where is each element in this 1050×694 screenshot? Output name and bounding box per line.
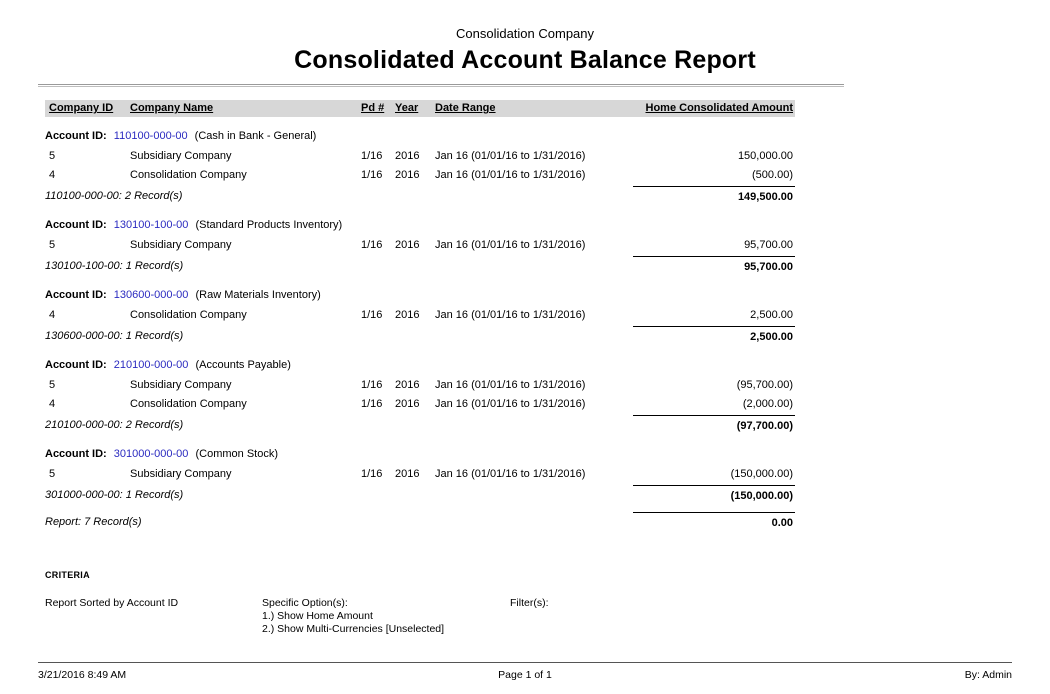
report-footer (38, 662, 1012, 681)
account-description: (Cash in Bank - General) (194, 130, 317, 142)
cell-pd: 1/16 (361, 239, 383, 251)
cell-company-name: Consolidation Company (130, 398, 247, 410)
cell-amount: 95,700.00 (744, 239, 793, 251)
report-company-name: Consolidation Company (455, 26, 595, 41)
cell-company-id: 5 (49, 379, 56, 391)
col-amount: Home Consolidated Amount (645, 102, 793, 114)
cell-amount: (150,000.00) (730, 468, 793, 480)
group-total: 149,500.00 (633, 186, 795, 206)
account-group (45, 130, 795, 206)
account-id-link[interactable]: 130100-100-00 (113, 219, 189, 231)
account-description: (Accounts Payable) (195, 359, 291, 371)
footer-page-number: Page 1 of 1 (498, 669, 552, 681)
account-group (45, 289, 795, 346)
group-summary-row (45, 485, 795, 505)
criteria-heading: CRITERIA (45, 570, 90, 580)
cell-year: 2016 (395, 150, 420, 162)
account-id-link[interactable]: 110100-000-00 (113, 130, 188, 142)
cell-company-id: 4 (49, 398, 56, 410)
group-record-count: 130600-000-00: 1 Record(s) (45, 330, 184, 342)
account-header (45, 130, 795, 142)
report-summary-row (45, 512, 795, 532)
cell-company-id: 5 (49, 468, 56, 480)
account-group (45, 448, 795, 505)
account-id-link[interactable]: 301000-000-00 (113, 448, 189, 460)
criteria-options-label: Specific Option(s): (262, 597, 348, 609)
account-header (45, 448, 795, 460)
cell-date-range: Jan 16 (01/01/16 to 1/31/2016) (435, 309, 586, 321)
cell-company-id: 5 (49, 150, 56, 162)
criteria-option-2: 2.) Show Multi-Currencies [Unselected] (262, 623, 445, 635)
report-title: Consolidated Account Balance Report (294, 46, 756, 74)
cell-year: 2016 (395, 239, 420, 251)
account-header (45, 289, 795, 301)
criteria-filters-label: Filter(s): (510, 597, 549, 609)
table-row (45, 236, 795, 255)
group-summary-row (45, 415, 795, 435)
group-record-count: 210100-000-00: 2 Record(s) (45, 419, 184, 431)
criteria-body (45, 597, 1050, 636)
table-row (45, 166, 795, 185)
cell-company-id: 5 (49, 239, 56, 251)
table-row (45, 306, 795, 325)
cell-amount: 2,500.00 (750, 309, 793, 321)
group-total: (97,700.00) (633, 415, 795, 435)
cell-amount: 150,000.00 (737, 150, 793, 162)
account-id-link[interactable]: 210100-000-00 (113, 359, 189, 371)
account-id-label: Account ID: (45, 359, 107, 371)
col-company-name: Company Name (130, 102, 214, 114)
group-total: 2,500.00 (633, 326, 795, 346)
table-row (45, 147, 795, 166)
cell-company-name: Subsidiary Company (130, 150, 232, 162)
account-description: (Common Stock) (195, 448, 279, 460)
group-record-count: 301000-000-00: 1 Record(s) (45, 489, 184, 501)
account-group (45, 219, 795, 276)
cell-date-range: Jan 16 (01/01/16 to 1/31/2016) (435, 239, 586, 251)
account-header (45, 359, 795, 371)
account-id-label: Account ID: (45, 448, 107, 460)
report-total: 0.00 (633, 512, 795, 532)
footer-author: By: Admin (964, 669, 1013, 681)
account-id-label: Account ID: (45, 219, 107, 231)
cell-company-name: Subsidiary Company (130, 239, 232, 251)
group-record-count: 110100-000-00: 2 Record(s) (45, 190, 183, 202)
cell-year: 2016 (395, 309, 420, 321)
cell-year: 2016 (395, 169, 420, 181)
account-description: (Raw Materials Inventory) (195, 289, 321, 301)
col-company-id: Company ID (49, 102, 114, 114)
table-row (45, 395, 795, 414)
account-description: (Standard Products Inventory) (195, 219, 343, 231)
table-header-row (45, 100, 795, 117)
group-record-count: 130100-100-00: 1 Record(s) (45, 260, 184, 272)
group-total: 95,700.00 (633, 256, 795, 276)
cell-date-range: Jan 16 (01/01/16 to 1/31/2016) (435, 468, 586, 480)
cell-pd: 1/16 (361, 309, 383, 321)
cell-company-id: 4 (49, 309, 56, 321)
cell-company-name: Consolidation Company (130, 309, 247, 321)
report-record-count: Report: 7 Record(s) (45, 516, 142, 528)
cell-date-range: Jan 16 (01/01/16 to 1/31/2016) (435, 398, 586, 410)
cell-company-id: 4 (49, 169, 56, 181)
criteria-option-1: 1.) Show Home Amount (262, 610, 373, 622)
cell-amount: (500.00) (752, 169, 793, 181)
cell-pd: 1/16 (361, 379, 383, 391)
account-id-label: Account ID: (45, 289, 107, 301)
group-total: (150,000.00) (633, 485, 795, 505)
cell-date-range: Jan 16 (01/01/16 to 1/31/2016) (435, 169, 586, 181)
cell-company-name: Subsidiary Company (130, 379, 232, 391)
col-pd: Pd # (361, 102, 385, 114)
account-id-label: Account ID: (45, 130, 107, 142)
cell-company-name: Subsidiary Company (130, 468, 232, 480)
group-summary-row (45, 326, 795, 346)
criteria-sort: Report Sorted by Account ID (45, 597, 179, 609)
footer-datetime: 3/21/2016 8:49 AM (38, 669, 127, 681)
report-table (45, 100, 795, 532)
table-row (45, 465, 795, 484)
cell-amount: (2,000.00) (742, 398, 793, 410)
cell-pd: 1/16 (361, 398, 383, 410)
table-row (45, 376, 795, 395)
criteria-section (45, 570, 1050, 636)
account-id-link[interactable]: 130600-000-00 (113, 289, 189, 301)
col-year: Year (395, 102, 419, 114)
account-header (45, 219, 795, 231)
cell-pd: 1/16 (361, 169, 383, 181)
cell-date-range: Jan 16 (01/01/16 to 1/31/2016) (435, 379, 586, 391)
criteria-options (262, 597, 510, 636)
cell-date-range: Jan 16 (01/01/16 to 1/31/2016) (435, 150, 586, 162)
col-date-range: Date Range (435, 102, 496, 114)
cell-pd: 1/16 (361, 150, 383, 162)
cell-year: 2016 (395, 379, 420, 391)
group-summary-row (45, 256, 795, 276)
group-summary-row (45, 186, 795, 206)
cell-year: 2016 (395, 398, 420, 410)
cell-company-name: Consolidation Company (130, 169, 247, 181)
cell-pd: 1/16 (361, 468, 383, 480)
cell-year: 2016 (395, 468, 420, 480)
account-group (45, 359, 795, 435)
cell-amount: (95,700.00) (736, 379, 793, 391)
title-rule (38, 84, 844, 87)
